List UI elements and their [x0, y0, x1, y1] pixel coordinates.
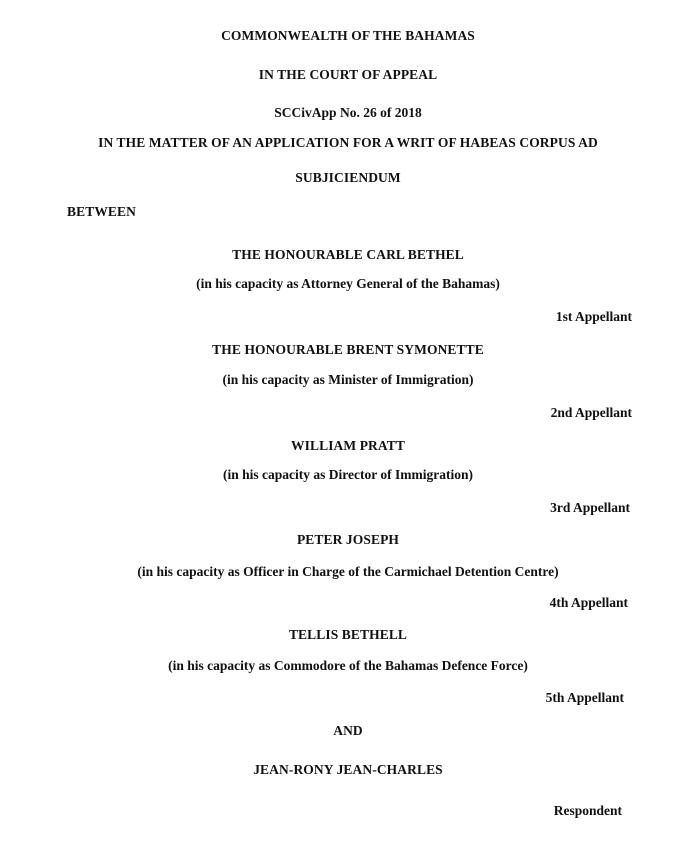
- court-heading: IN THE COURT OF APPEAL: [258, 67, 438, 82]
- party-role: 2nd Appellant: [550, 405, 632, 420]
- respondent-role: Respondent: [553, 803, 622, 818]
- case-number: SCCivApp No. 26 of 2018: [274, 105, 422, 120]
- party-name: THE HONOURABLE BRENT SYMONETTE: [212, 342, 484, 357]
- party-role: 1st Appellant: [555, 309, 632, 324]
- party-role: 3rd Appellant: [550, 500, 630, 515]
- party-name: TELLIS BETHELL: [288, 627, 408, 642]
- party-capacity: (in his capacity as Minister of Immigration): [222, 372, 474, 387]
- party-capacity: (in his capacity as Attorney General of the Bahamas): [196, 276, 500, 291]
- party-capacity: (in his capacity as Director of Immigration): [223, 467, 473, 482]
- matter-heading-line1: IN THE MATTER OF AN APPLICATION FOR A WRIT OF HABEAS CORPUS AD: [98, 135, 598, 150]
- party-role: 5th Appellant: [545, 690, 624, 705]
- party-name: WILLIAM PRATT: [291, 438, 405, 453]
- matter-heading-line2: SUBJICIENDUM: [295, 170, 401, 185]
- and-label: AND: [333, 723, 363, 738]
- party-capacity: (in his capacity as Commodore of the Bahamas Defence Force): [168, 658, 528, 673]
- respondent-name: JEAN-RONY JEAN-CHARLES: [253, 762, 443, 777]
- jurisdiction-heading: COMMONWEALTH OF THE BAHAMAS: [221, 28, 475, 43]
- party-role: 4th Appellant: [549, 595, 628, 610]
- party-capacity: (in his capacity as Officer in Charge of the Carmichael Detention Centre): [137, 564, 559, 579]
- party-name: PETER JOSEPH: [296, 532, 400, 547]
- party-name: THE HONOURABLE CARL BETHEL: [232, 247, 464, 262]
- between-label: BETWEEN: [67, 204, 136, 219]
